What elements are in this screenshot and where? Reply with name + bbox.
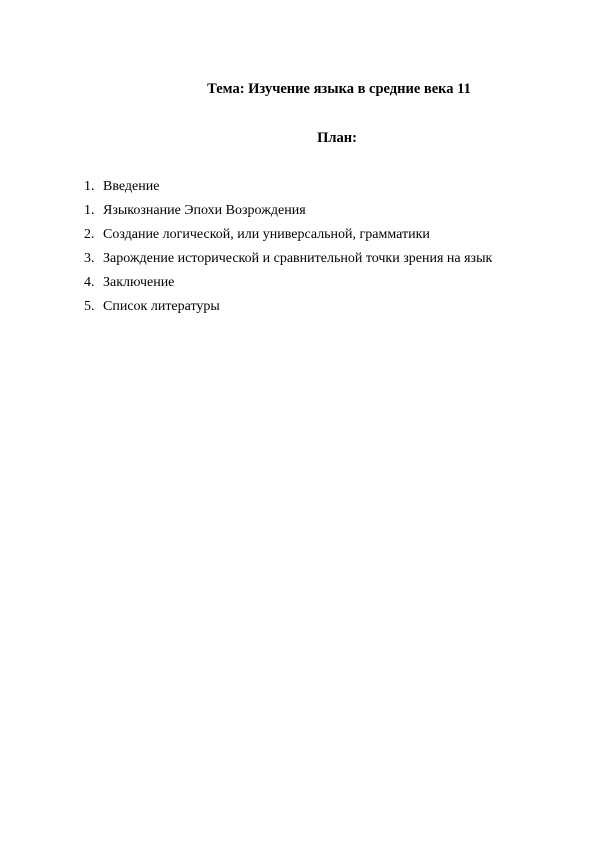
plan-list <box>84 175 492 319</box>
plan-item-universal-grammar <box>84 223 492 247</box>
plan-item-text: Введение <box>103 179 160 194</box>
plan-item-text: Создание логической, или универсальной, грамматики <box>103 227 430 242</box>
plan-item-text: Заключение <box>103 275 175 290</box>
plan-item-conclusion <box>84 271 492 295</box>
plan-item-text: Список литературы <box>103 299 220 314</box>
plan-heading: План: <box>317 130 357 146</box>
plan-item-number: 2. <box>84 227 95 242</box>
plan-item-references <box>84 295 492 319</box>
plan-item-introduction <box>84 175 492 199</box>
plan-item-number: 5. <box>84 299 95 314</box>
plan-item-historical-comparative <box>84 247 492 271</box>
plan-item-number: 4. <box>84 275 95 290</box>
plan-item-text: Зарождение исторической и сравнительной точки зрения на язык <box>103 251 493 266</box>
plan-item-renaissance-linguistics <box>84 199 492 223</box>
plan-item-number: 1. <box>84 179 95 194</box>
document-title: Тема: Изучение языка в средние века 11 <box>207 81 471 97</box>
plan-item-text: Языкознание Эпохи Возрождения <box>103 203 306 218</box>
plan-item-number: 1. <box>84 203 95 218</box>
plan-item-number: 3. <box>84 251 95 266</box>
